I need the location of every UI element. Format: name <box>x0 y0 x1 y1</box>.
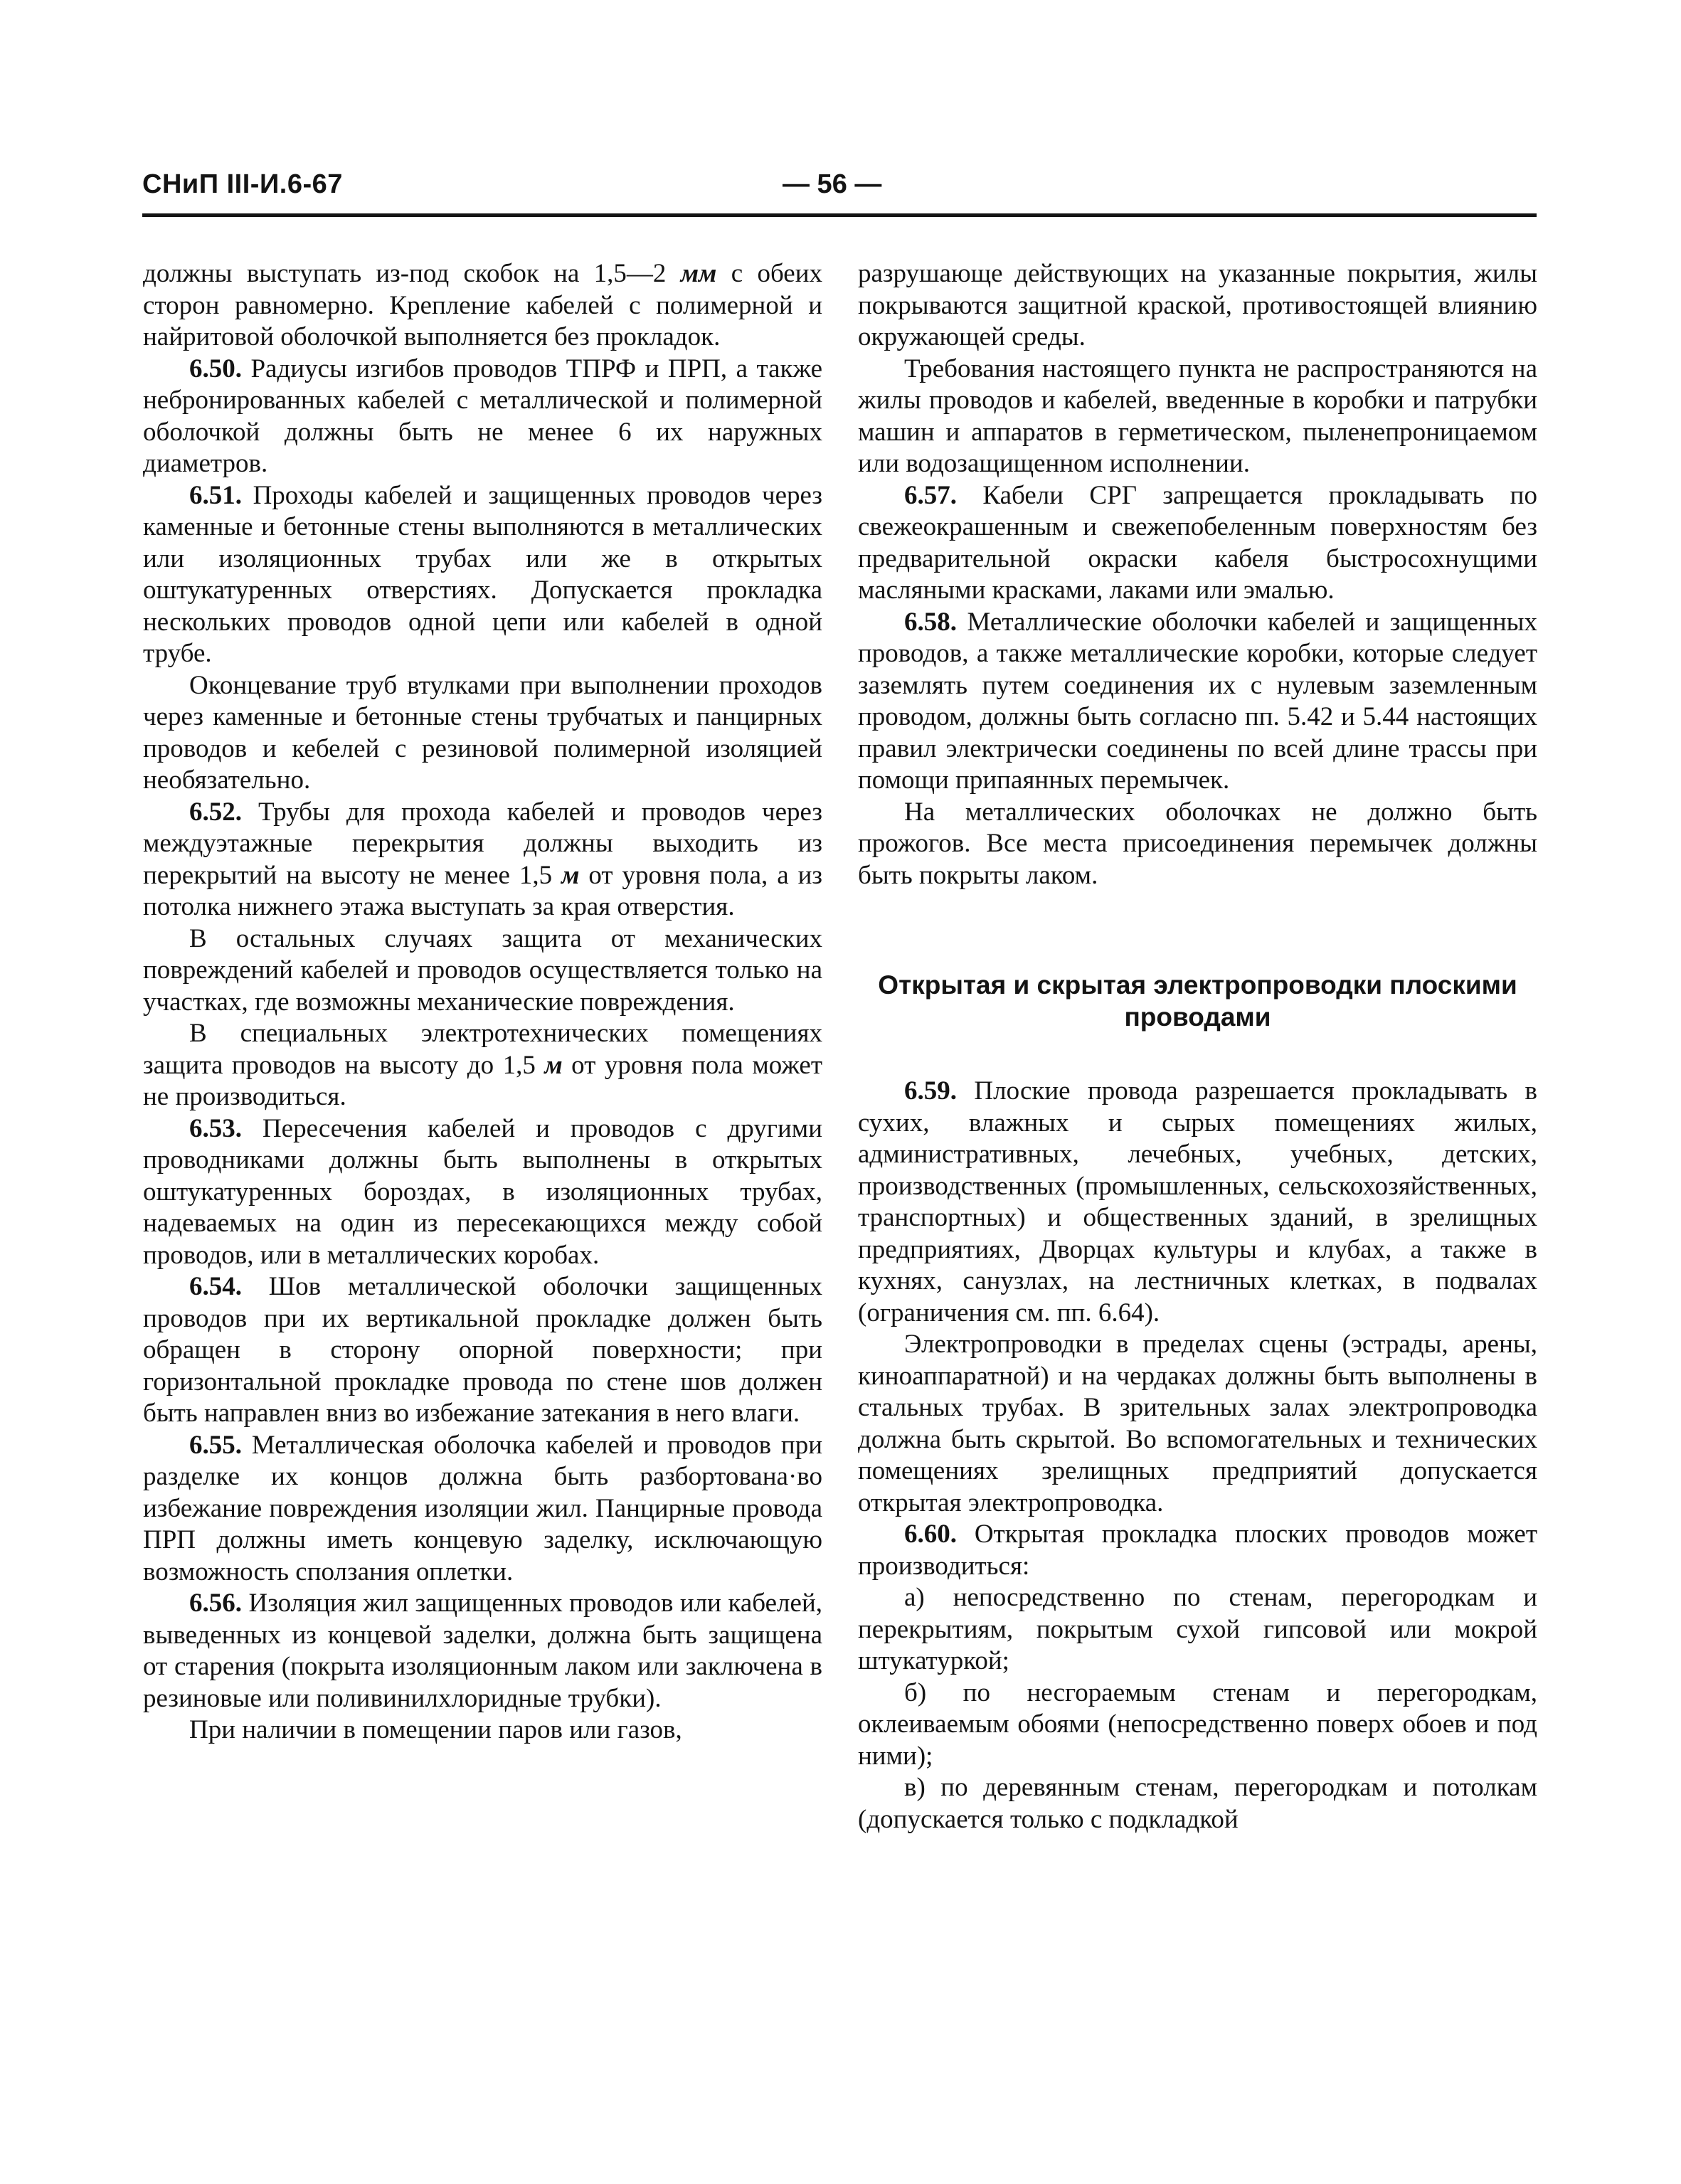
paragraph <box>143 1714 822 1746</box>
clause-paragraph <box>143 1430 822 1589</box>
clause-number: 6.54. <box>189 1272 242 1301</box>
header-rule <box>142 213 1537 217</box>
paragraph-text: Шов металлической оболочки защищенных проводов при их вертикальной прокладке должен быть обращен в сторону опорной поверхности; при горизонтальной прокладке провода по стене шов должен быть направлен вниз во избежание затекания в него влаги. <box>143 1272 822 1428</box>
paragraph-text: Трубы для прохода кабелей и проводов через междуэтажные перекрытия должны выходить из перекрытий на высоту не менее 1,5 <box>143 797 822 890</box>
paragraph-text: Проходы кабелей и защищенных проводов через каменные и бетонные стены выполняются в металлических или изоляционных трубах или же в открытых оштукатуренных отверстиях. Допускается прокладка нескольких проводов одной цепи или кабелей в одной трубе. <box>143 480 822 668</box>
paragraph <box>143 258 822 354</box>
clause-paragraph <box>858 480 1537 607</box>
clause-number: 6.51. <box>189 480 242 510</box>
section-heading: Открытая и скрытая электропроводки плоскими проводами <box>878 970 1517 1032</box>
page-header <box>142 169 1537 209</box>
paragraph-text: Открытая прокладка плоских проводов может производиться: <box>858 1520 1537 1581</box>
paragraph-text: В специальных электротехнических помещениях защита проводов на высоту до 1,5 <box>143 1019 822 1080</box>
paragraph-text: б) по несгораемым стенам и перегородкам, оклеиваемым обоями (непосредственно поверх обоев и под ними); <box>858 1677 1537 1771</box>
paragraph-text: от уровня пола, а из потолка нижнего этажа выступать за края отверстия. <box>143 860 822 921</box>
clause-paragraph <box>143 354 822 480</box>
paragraph-text: В остальных случаях защита от механических повреждений кабелей и проводов осуществляется только на участках, где возможны механические повреждения. <box>143 923 822 1017</box>
paragraph-text: от уровня пола может не производиться. <box>143 1050 822 1111</box>
paragraph-text: разрушающе действующих на указанные покрытия, жилы покрываются защитной краской, противостоящей влиянию окружающей среды. <box>858 259 1537 351</box>
paragraph-text: При наличии в помещении паров или газов, <box>189 1715 682 1744</box>
paragraph <box>143 923 822 1019</box>
paragraph-text: Оконцевание труб втулками при выполнении проходов через каменные и бетонные стены трубчатых и панцирных проводов и кебелей с резиновой полимерной изоляцией необязательно. <box>143 670 822 795</box>
paragraph-text: Пересечения кабелей и проводов с другими проводниками должны быть выполнены в открытых оштукатуренных бороздах, в изоляционных трубах, надеваемых на один из пересекающихся между собой проводов, или в металлических коробах. <box>143 1113 822 1270</box>
left-column <box>143 258 822 1746</box>
clause-number: 6.56. <box>189 1589 242 1618</box>
clause-number: 6.60. <box>904 1520 957 1549</box>
paragraph-text: Радиусы изгибов проводов ТПРФ и ПРП, а также небронированных кабелей с металлической и полимерной оболочкой должны быть не менее 6 их наружных диаметров. <box>143 354 822 478</box>
clause-number: 6.53. <box>189 1113 242 1143</box>
paragraph-text: с обеих сторон равномерно. Крепление кабелей с полимерной и найритовой оболочкой выполняется без прокладок. <box>143 259 822 351</box>
paragraph <box>143 670 822 797</box>
unit-label: м <box>544 1050 563 1080</box>
paragraph <box>858 797 1537 892</box>
paragraph-text: Кабели СРГ запрещается прокладывать по свежеокрашенным и свежепобеленным поверхностям без предварительной окраски кабеля быстросохнущими масляными красками, лаками или эмалью. <box>858 480 1537 605</box>
paragraph-text: Изоляция жил защищенных проводов или кабелей, выведенных из концевой заделки, должна быть защищена от старения (покрыта изоляционным лаком или заключена в резиновые или поливинилхлоридные трубки). <box>143 1589 822 1713</box>
paragraph-text: в) по деревянным стенам, перегородкам и потолкам (допускается только с подкладкой <box>858 1773 1537 1834</box>
clause-paragraph <box>143 1113 822 1272</box>
clause-number: 6.50. <box>189 354 242 383</box>
right-column <box>858 258 1537 1835</box>
clause-paragraph <box>143 1271 822 1430</box>
paragraph-text: Плоские провода разрешается прокладывать в сухих, влажных и сырых помещениях жилых, административных, лечебных, учебных, детских, производственных (промышленных, сельскохозяйственных, транспортных) и общественных зданий, в зрелищных предприятиях, Дворцах культуры и клубах, а также в кухнях, санузлах, на лестничных клетках, в подвалах (ограничения см. пп. 6.64). <box>858 1076 1537 1327</box>
paragraph-text: Металлические оболочки кабелей и защищенных проводов, а также металлические коробки, которые следует заземлять путем соединения их с нулевым заземленным проводом, должны быть согласно пп. 5.42 и 5.44 настоящих правил электрически соединены по всей длине трассы при помощи припаянных перемычек. <box>858 607 1537 795</box>
paragraph <box>858 354 1537 480</box>
clause-paragraph <box>143 480 822 670</box>
clause-number: 6.55. <box>189 1430 242 1460</box>
unit-label: м <box>561 860 580 890</box>
clause-number: 6.59. <box>904 1076 957 1106</box>
clause-paragraph <box>858 607 1537 797</box>
paragraph <box>858 1677 1537 1773</box>
unit-label: мм <box>680 259 717 288</box>
paragraph-text: должны выступать из-под скобок на 1,5—2 <box>143 259 681 288</box>
document-code: СНиП III-И.6-67 <box>142 169 343 199</box>
clause-number: 6.58. <box>904 607 957 637</box>
page-number: — 56 — <box>783 169 882 199</box>
paragraph <box>858 258 1537 354</box>
paragraph-text: На металлических оболочках не должно быть прожогов. Все места присоединения перемычек должны быть покрыты лаком. <box>858 797 1537 890</box>
clause-paragraph <box>858 1076 1537 1329</box>
paragraph-text: Электропроводки в пределах сцены (эстрады, арены, киноаппаратной) и на чердаках должны быть выполнены в стальных трубах. В зрительных залах электропроводка должна быть скрытой. Во вспомогательных и технических помещениях зрелищных предприятий допускается открытая электропроводка. <box>858 1330 1537 1517</box>
paragraph <box>858 1329 1537 1519</box>
paragraph <box>858 1772 1537 1835</box>
paragraph-text: Металлическая оболочка кабелей и проводов при разделке их концов должна быть разбортована·во избежание повреждения изоляции жил. Панцирные провода ПРП должны иметь концевую заделку, исключающую возможность сползания оплетки. <box>143 1430 822 1586</box>
clause-number: 6.57. <box>904 480 957 510</box>
paragraph <box>143 1018 822 1113</box>
clause-paragraph <box>858 1519 1537 1582</box>
clause-paragraph <box>143 797 822 923</box>
clause-paragraph <box>143 1588 822 1714</box>
paragraph <box>858 1582 1537 1677</box>
paragraph-text: Требования настоящего пункта не распространяются на жилы проводов и кабелей, введенные в коробки и патрубки машин и аппаратов в герметическом, пыленепроницаемом или водозащищенном исполнении. <box>858 354 1537 478</box>
paragraph-text: а) непосредственно по стенам, перегородкам и перекрытиям, покрытым сухой гипсовой или мокрой штукатуркой; <box>858 1583 1537 1675</box>
clause-number: 6.52. <box>189 797 242 827</box>
